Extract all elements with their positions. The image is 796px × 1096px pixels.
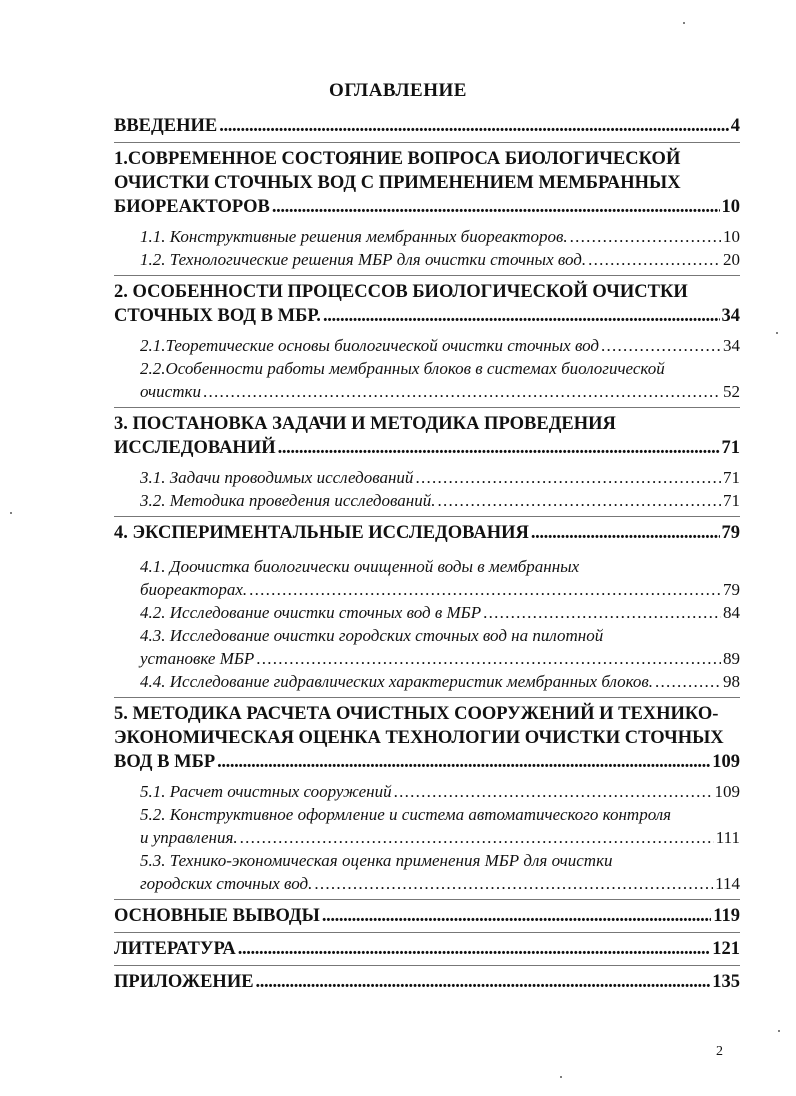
dot-leader <box>588 248 721 271</box>
toc-entry-section-5-1 <box>114 780 740 803</box>
toc-entry-text: 4.1. Доочистка биологически очищенной воды в мембранных <box>140 557 580 576</box>
divider <box>114 275 740 276</box>
toc-entry-text: ВОД В МБР <box>114 752 216 772</box>
toc-entry-text: СТОЧНЫХ ВОД В МБР. <box>114 306 321 326</box>
divider <box>114 965 740 966</box>
page-number: 2 <box>716 1044 723 1059</box>
toc-entry-chapter-1 <box>114 147 740 219</box>
toc-entry-text: ВВЕДЕНИЕ <box>114 116 218 136</box>
toc-page-number: 89 <box>723 649 740 668</box>
toc-entry-text: ПРИЛОЖЕНИЕ <box>114 972 254 992</box>
toc-page-number: 20 <box>723 250 740 269</box>
toc-entry-section-3-2 <box>114 489 740 512</box>
dot-leader <box>601 334 721 357</box>
toc-entry-conclusions <box>114 904 740 928</box>
dot-leader <box>203 380 721 403</box>
table-of-contents <box>114 114 740 994</box>
toc-entry-section-5-3 <box>114 849 740 895</box>
toc-entry-text: и управления. <box>140 828 238 847</box>
toc-entry-section-4-4 <box>114 670 740 693</box>
toc-entry-text: ЛИТЕРАТУРА <box>114 939 236 959</box>
toc-entry-appendix <box>114 970 740 994</box>
toc-entry-text: БИОРЕАКТОРОВ <box>114 197 270 217</box>
toc-page-number: 98 <box>723 672 740 691</box>
toc-page-number: 111 <box>715 828 740 847</box>
toc-entry-text: 1.2. Технологические решения МБР для очистки сточных вод. <box>140 250 587 269</box>
toc-entry-text: 1.1. Конструктивные решения мембранных биореакторов. <box>140 227 568 246</box>
toc-entry-text: 4.2. Исследование очистки сточных вод в МБР <box>140 603 482 622</box>
toc-entry-text: городских сточных вод. <box>140 874 313 893</box>
dot-leader <box>217 750 710 774</box>
toc-entry-chapter-4 <box>114 521 740 545</box>
toc-page-number: 109 <box>712 752 740 772</box>
toc-entry-text: 2. ОСОБЕННОСТИ ПРОЦЕССОВ БИОЛОГИЧЕСКОЙ ОЧИСТКИ <box>114 282 688 302</box>
toc-entry-text: 4.4. Исследование гидравлических характеристик мембранных блоков. <box>140 672 654 691</box>
toc-entry-text: биореакторах. <box>140 580 248 599</box>
toc-entry-section-3-1 <box>114 466 740 489</box>
toc-page-number: 10 <box>723 227 740 246</box>
toc-page-number: 71 <box>721 438 740 458</box>
scan-speck <box>778 1030 780 1032</box>
toc-entry-text: ИССЛЕДОВАНИЙ <box>114 438 276 458</box>
divider <box>114 899 740 900</box>
dot-leader <box>238 937 711 961</box>
toc-entry-text: 2.1.Теоретические основы биологической очистки сточных вод <box>140 336 599 355</box>
toc-entry-section-4-1 <box>114 555 740 601</box>
toc-page-number: 4 <box>730 116 740 136</box>
dot-leader <box>323 304 720 328</box>
toc-page-number: 34 <box>721 306 740 326</box>
toc-page-number: 84 <box>723 603 740 622</box>
dot-leader <box>256 647 721 670</box>
dot-leader <box>256 970 711 994</box>
toc-entry-text: 4. ЭКСПЕРИМЕНТАЛЬНЫЕ ИССЛЕДОВАНИЯ <box>114 523 529 543</box>
toc-entry-section-4-3 <box>114 624 740 670</box>
toc-entry-section-4-2 <box>114 601 740 624</box>
divider <box>114 407 740 408</box>
toc-entry-chapter-2 <box>114 280 740 328</box>
toc-entry-text: 3.2. Методика проведения исследований. <box>140 491 436 510</box>
toc-page-number: 34 <box>723 336 740 355</box>
scan-speck <box>683 22 685 24</box>
toc-entry-section-2-1 <box>114 334 740 357</box>
toc-page-number: 135 <box>712 972 740 992</box>
toc-page-number: 10 <box>721 197 740 217</box>
dot-leader <box>570 225 721 248</box>
toc-entry-text: 3.1. Задачи проводимых исследований <box>140 468 414 487</box>
toc-page-number: 119 <box>713 906 740 926</box>
divider <box>114 516 740 517</box>
toc-page-number: 79 <box>723 580 740 599</box>
toc-page-number: 114 <box>715 874 740 893</box>
dot-leader <box>437 489 721 512</box>
toc-title: ОГЛАВЛЕНИЕ <box>329 80 467 101</box>
toc-entry-introduction <box>114 114 740 138</box>
dot-leader <box>483 601 721 624</box>
toc-page-number: 71 <box>723 468 740 487</box>
toc-entry-section-1-2 <box>114 248 740 271</box>
toc-entry-text: 5.1. Расчет очистных сооружений <box>140 782 392 801</box>
dot-leader <box>314 872 713 895</box>
divider <box>114 932 740 933</box>
divider <box>114 697 740 698</box>
dot-leader <box>531 521 720 545</box>
toc-entry-section-2-2 <box>114 357 740 403</box>
toc-page-number: 71 <box>723 491 740 510</box>
divider <box>114 142 740 143</box>
dot-leader <box>655 670 721 693</box>
toc-entry-text: 2.2.Особенности работы мембранных блоков в системах биологической <box>140 359 665 378</box>
toc-entry-text: 3. ПОСТАНОВКА ЗАДАЧИ И МЕТОДИКА ПРОВЕДЕНИЯ <box>114 414 616 434</box>
toc-entry-text: установке МБР <box>140 649 255 668</box>
toc-entry-section-1-1 <box>114 225 740 248</box>
toc-entry-text: очистки <box>140 382 201 401</box>
dot-leader <box>394 780 713 803</box>
toc-entry-text: 4.3. Исследование очистки городских сточных вод на пилотной <box>140 626 604 645</box>
toc-entry-text: 5.2. Конструктивное оформление и система автоматического контроля <box>140 805 672 824</box>
toc-page-number: 121 <box>712 939 740 959</box>
dot-leader <box>240 826 714 849</box>
dot-leader <box>415 466 721 489</box>
toc-page-number: 79 <box>721 523 740 543</box>
toc-entry-text: ЭКОНОМИЧЕСКАЯ ОЦЕНКА ТЕХНОЛОГИИ ОЧИСТКИ СТОЧНЫХ <box>114 728 724 748</box>
toc-entry-text: 1.СОВРЕМЕННОЕ СОСТОЯНИЕ ВОПРОСА БИОЛОГИЧЕСКОЙ <box>114 149 681 169</box>
dot-leader <box>278 436 720 460</box>
toc-entry-text: ОЧИСТКИ СТОЧНЫХ ВОД С ПРИМЕНЕНИЕМ МЕМБРАННЫХ <box>114 173 681 193</box>
toc-page-number: 52 <box>723 382 740 401</box>
toc-entry-text: 5. МЕТОДИКА РАСЧЕТА ОЧИСТНЫХ СООРУЖЕНИЙ И ТЕХНИКО- <box>114 704 719 724</box>
dot-leader <box>272 195 720 219</box>
dot-leader <box>249 578 721 601</box>
toc-entry-text: ОСНОВНЫЕ ВЫВОДЫ <box>114 906 320 926</box>
dot-leader <box>322 904 711 928</box>
toc-entry-section-5-2 <box>114 803 740 849</box>
scan-speck <box>10 512 12 514</box>
scan-speck <box>776 332 778 334</box>
toc-entry-text: 5.3. Технико-экономическая оценка применения МБР для очистки <box>140 851 613 870</box>
toc-entry-chapter-5 <box>114 702 740 774</box>
toc-entry-chapter-3 <box>114 412 740 460</box>
dot-leader <box>219 114 729 138</box>
toc-page-number: 109 <box>714 782 740 801</box>
toc-entry-literature <box>114 937 740 961</box>
scan-speck <box>560 1076 562 1078</box>
